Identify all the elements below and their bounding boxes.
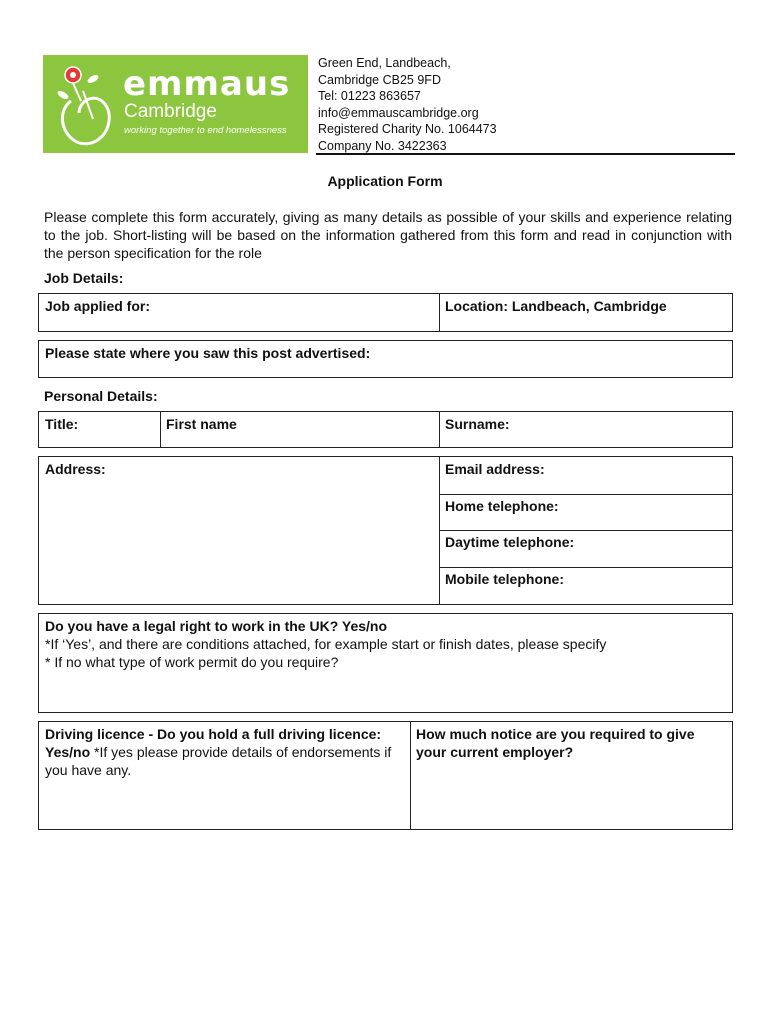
driving-licence-question: Driving licence - Do you hold a full driving licence: Yes/no [45, 726, 382, 760]
right-to-work-if-yes: *If ‘Yes’, and there are conditions attached, for example start or finish dates, please specify [45, 636, 607, 652]
right-to-work-if-no: * If no what type of work permit do you require? [45, 654, 339, 670]
address-field[interactable] [39, 457, 439, 604]
title-field[interactable] [39, 412, 160, 447]
advertised-label: Please state where you saw this post advertised: [45, 345, 371, 361]
flower-hand-icon [49, 61, 119, 149]
address-line: Cambridge CB25 9FD [318, 72, 441, 87]
address-line: Company No. 3422363 [318, 138, 447, 153]
email-label: Email address: [445, 461, 545, 477]
email-field[interactable] [439, 457, 732, 494]
job-applied-label: Job applied for: [45, 298, 150, 314]
daytime-telephone-field[interactable] [439, 530, 732, 567]
job-applied-field[interactable] [39, 294, 439, 331]
job-details-heading: Job Details: [44, 270, 124, 286]
title-label: Title: [45, 416, 79, 432]
advertised-field[interactable] [38, 340, 733, 378]
logo-tagline: working together to end homelessness [124, 125, 287, 136]
driving-licence-detail: *If yes please provide details of endorsements if you have any. [45, 744, 392, 778]
emmaus-logo [43, 55, 308, 153]
driving-licence-field[interactable] [39, 722, 410, 829]
first-name-field[interactable] [160, 412, 439, 447]
driving-notice-table [38, 721, 733, 830]
contact-table [38, 456, 733, 605]
first-name-label: First name [166, 416, 237, 432]
surname-label: Surname: [445, 416, 510, 432]
mobile-telephone-label: Mobile telephone: [445, 571, 564, 587]
header-rule [316, 153, 735, 155]
form-title: Application Form [327, 173, 443, 189]
location-label: Location: Landbeach, Cambridge [445, 298, 667, 314]
surname-field[interactable] [439, 412, 732, 447]
contact-address [318, 55, 497, 155]
mobile-telephone-field[interactable] [439, 567, 732, 604]
address-line: info@emmauscambridge.org [318, 105, 479, 120]
logo-brand: emmaus [123, 64, 291, 104]
home-telephone-field[interactable] [439, 494, 732, 530]
location-field [439, 294, 732, 331]
personal-details-heading: Personal Details: [44, 388, 158, 404]
right-to-work-text [39, 614, 732, 674]
job-details-table [38, 293, 733, 332]
daytime-telephone-label: Daytime telephone: [445, 534, 575, 550]
notice-period-question: How much notice are you required to give your current employer? [416, 726, 695, 760]
address-line: Green End, Landbeach, [318, 56, 451, 70]
home-telephone-label: Home telephone: [445, 498, 559, 514]
right-to-work-question: Do you have a legal right to work in the UK? Yes/no [45, 618, 388, 634]
address-line: Registered Charity No. 1064473 [318, 122, 497, 137]
address-line: Tel: 01223 863657 [318, 89, 421, 104]
name-row [38, 411, 733, 448]
notice-period-field[interactable] [410, 722, 732, 829]
form-intro: Please complete this form accurately, giving as many details as possible of your skills and experience relating to the job. Short-listing will be based on the information gathered from this form and read in conjunction with the person specification for the role [44, 209, 732, 261]
logo-sub: Cambridge [124, 101, 217, 122]
address-label: Address: [45, 461, 106, 477]
right-to-work-field[interactable] [38, 613, 733, 713]
